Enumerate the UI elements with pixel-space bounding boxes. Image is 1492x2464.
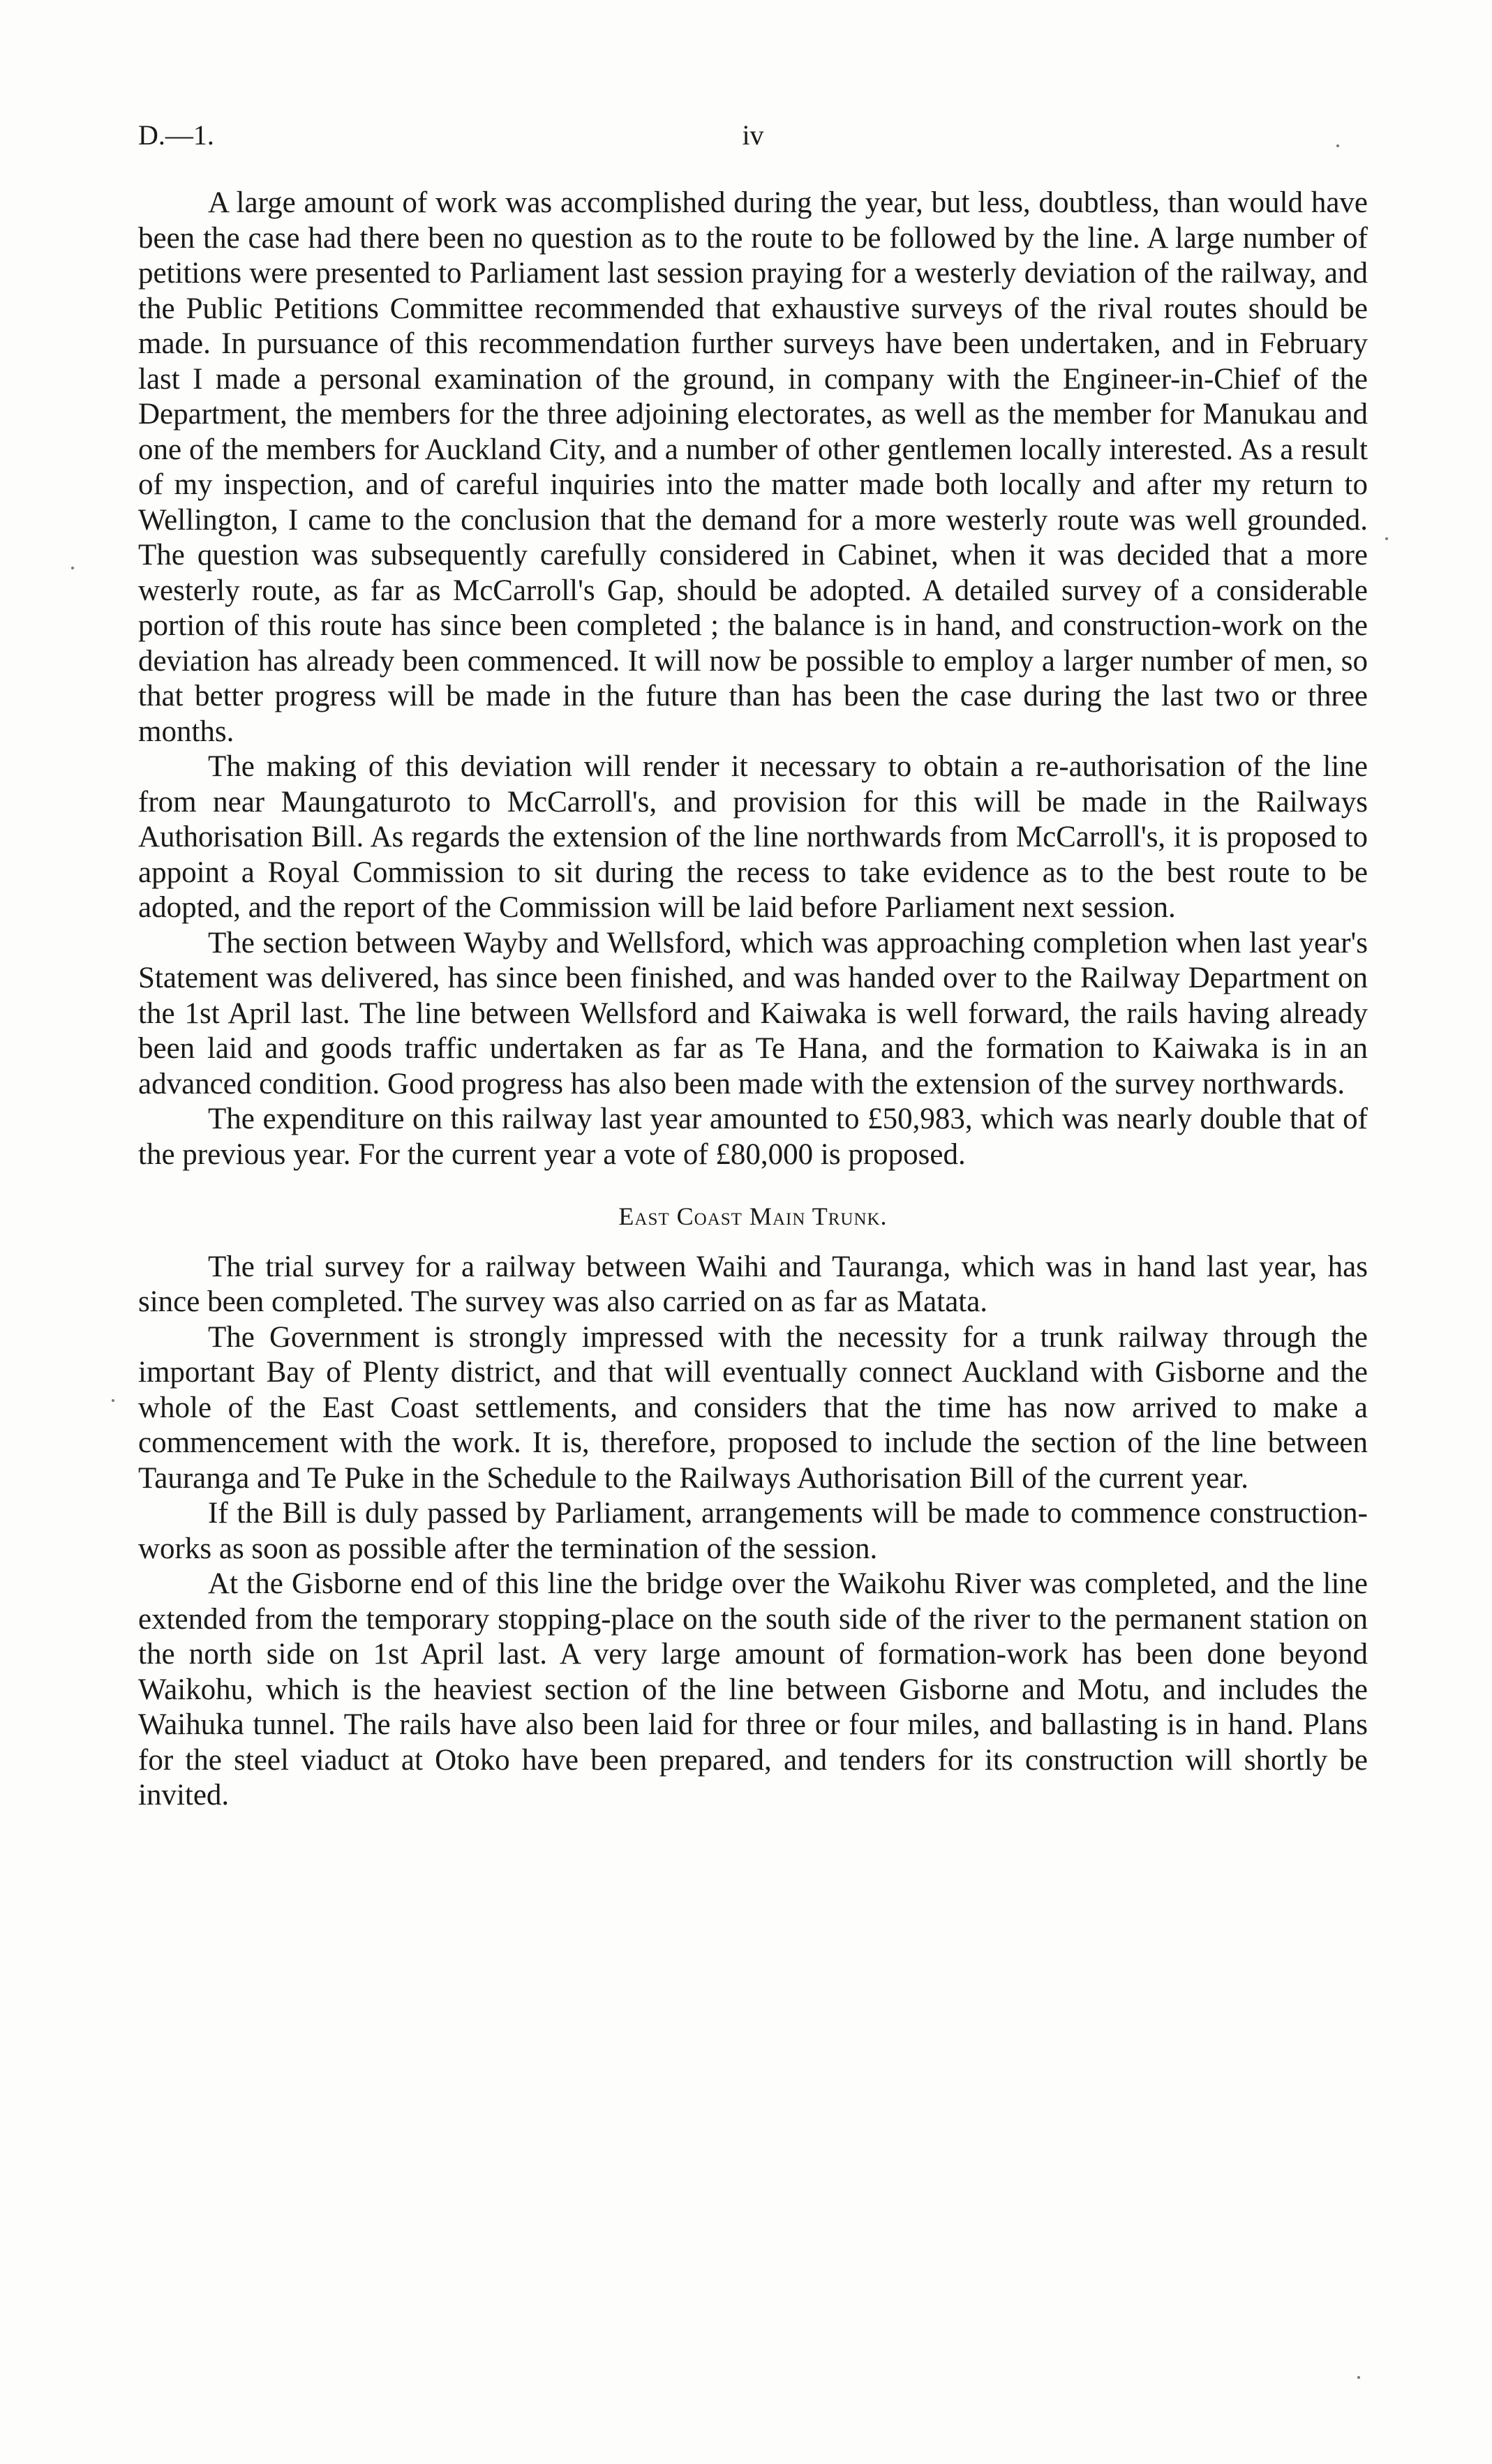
document-reference: D.—1. (138, 119, 214, 151)
paragraph: The trial survey for a railway between Waihi and Tauranga, which was in hand last year, has since been completed. The survey was also carried on as far as Matata. (138, 1250, 1368, 1318)
scan-speck (1357, 2376, 1360, 2379)
body-text (138, 186, 1368, 1814)
paragraph: A large amount of work was accomplished during the year, but less, doubtless, than would have been the case had there been no question as to the route to be followed by the line. A large number of petitions were presented to Parliament last session praying for a westerly deviation of the railway, and the Public Petitions Committee recommended that exhaustive surveys of the rival routes should be made. In pursuance of this recommendation further surveys have been undertaken, and in February last I made a personal examination of the ground, in company with the Engineer-in-Chief of the Department, the members for the three adjoining electorates, as well as the member for Manukau and one of the members for Auckland City, and a number of other gentlemen locally interested. As a result of my inspection, and of careful inquiries into the matter made both locally and after my return to Wellington, I came to the conclusion that the demand for a more westerly route was well grounded. The question was subsequently carefully considered in Cabinet, when it was decided that a more westerly route, as far as McCarroll's Gap, should be adopted. A detailed survey of a considerable portion of this route has since been completed ; the balance is in hand, and construction-work on the deviation has already been commenced. It will now be possible to employ a larger number of men, so that better progress will be made in the future than has been the case during the last two or three months. (138, 186, 1368, 748)
page-header (138, 119, 1368, 160)
paragraph: If the Bill is duly passed by Parliament, arrangements will be made to commence construction-works as soon as possible after the termination of the session. (138, 1497, 1368, 1565)
paragraph: At the Gisborne end of this line the bridge over the Waikohu River was completed, and the line extended from the temporary stopping-place on the south side of the river to the permanent station on the north side on 1st April last. A very large amount of formation-work has been done beyond Waikohu, which is the heaviest section of the line between Gisborne and Motu, and includes the Waihuka tunnel. The rails have also been laid for three or four miles, and ballasting is in hand. Plans for the steel viaduct at Otoko have been prepared, and tenders for its construction will shortly be invited. (138, 1567, 1368, 1812)
scan-speck (112, 1399, 114, 1402)
paragraph: The expenditure on this railway last year amounted to £50,983, which was nearly double that of the previous year. For the current year a vote of £80,000 is proposed. (138, 1103, 1368, 1171)
paragraph: The making of this deviation will render it necessary to obtain a re-authorisation of the line from near Maungaturoto to McCarroll's, and provision for this will be made in the Railways Authorisation Bill. As regards the extension of the line northwards from McCarroll's, it is proposed to appoint a Royal Commission to sit during the recess to take evidence as to the best route to be adopted, and the report of the Commission will be laid before Parliament next session. (138, 750, 1368, 924)
section-heading: East Coast Main Trunk. (618, 1202, 888, 1230)
page-number: iv (742, 119, 764, 151)
scan-speck (71, 567, 74, 569)
paragraph: The section between Wayby and Wellsford, which was approaching completion when last year's Statement was delivered, has since been finished, and was handed over to the Railway Department on the 1st April last. The line between Wellsford and Kaiwaka is well forward, the rails having already been laid and goods traffic undertaken as far as Te Hana, and the formation to Kaiwaka is in an advanced condition. Good progress has also been made with the extension of the survey northwards. (138, 926, 1368, 1100)
scan-speck (1336, 144, 1339, 147)
scan-speck (1385, 537, 1388, 540)
paragraph: The Government is strongly impressed with the necessity for a trunk railway through the important Bay of Plenty district, and that will eventually connect Auckland with Gisborne and the whole of the East Coast settlements, and considers that the time has now arrived to make a commencement with the work. It is, therefore, proposed to include the section of the line between Tauranga and Te Puke in the Schedule to the Railways Authorisation Bill of the current year. (138, 1320, 1368, 1495)
